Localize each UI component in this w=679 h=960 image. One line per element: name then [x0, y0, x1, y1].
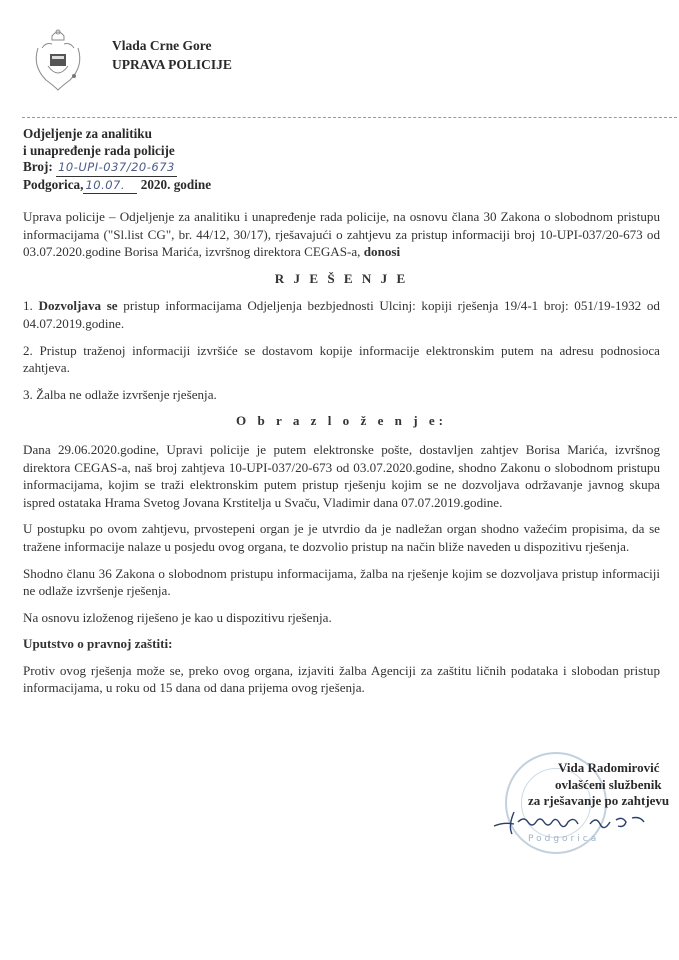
signatory-name: Vida Radomirović	[558, 760, 660, 775]
legal-remedy-title: Uputstvo o pravnoj zaštiti:	[23, 636, 173, 652]
decision-item-3	[23, 386, 660, 404]
item-text: pristup informacijama Odjeljenja bezbjednosti Ulcinj: kopiji rješenja 19/4-1 broj: 051/19-1932 od 04.07.2019.godine.	[23, 298, 660, 331]
decision-item-2	[23, 342, 660, 377]
place-date	[23, 177, 211, 195]
signatory-role-1: ovlašćeni službenik	[555, 776, 662, 792]
place-label: Podgorica,	[23, 176, 84, 192]
intro-text: Uprava policije – Odjeljenje za analitiku i unapređenje rada policije, na osnovu člana 30 Zakona o slobodnom pristupu informacijama ("Sl.list CG", br. 44/12, 30/17), rješavajući o zahtjevu za pristup informaciji broj 10-UPI-037/20-673 od 03.07.2020.godine Borisa Marića, izvršnog direktora CEGAS-a,	[23, 209, 660, 260]
reference-number	[23, 159, 211, 177]
legal-remedy-text: Protiv ovog rješenja može se, preko ovog organa, izjaviti žalba Agenciji za zaštitu ličnih podataka i slobodan pristup informacijama, u roku od 15 dana od dana prijema ovog rješenja.	[23, 662, 660, 696]
agency-name: UPRAVA POLICIJE	[112, 57, 232, 72]
year-text: 2020. godine	[140, 176, 212, 192]
department-line-2: i unapređenje rada policije	[23, 142, 175, 158]
reasoning-paragraph-1: Dana 29.06.2020.godine, Upravi policije je putem elektronske pošte, dostavljen zahtjev Borisa Marića, izvršnog direktora CEGAS-a, naš broj zahtjeva 10-UPI-037/20-673 od 03.07.2020.godine, shodno Zakonu o slobodnom pristupu informacijama, kojim se traži elektronskim putem pristup rješenju kojim se ne dozvoljava održavanje javnog skupa ispred ostataka Hrama Svetog Jovana Krstitelja u Svaču, Vladimir dana 07.07.2019.godine.	[23, 441, 660, 510]
item-text: Pristup traženoj informaciji izvršiće se dostavom kopije informacije elektronskim putem na adresu podnosioca zahtjeva.	[23, 342, 660, 376]
header-divider	[22, 117, 679, 118]
item-bold: Dozvoljava se	[38, 298, 118, 314]
reasoning-title: O b r a z l o ž e n j e:	[235, 413, 448, 429]
reasoning-paragraph-2: U postupku po ovom zahtjevu, prvostepeni organ je je utvrdio da je nadležan organ shodno važećim propisima, da se tražene informacije nalaze u posjedu ovog organa, te dozvolio pristup na način bliže naveden u dispozitivu rješenja.	[23, 521, 660, 554]
item-number: 1.	[23, 298, 33, 314]
decision-title: R J E Š E N J E	[274, 270, 409, 286]
reasoning-paragraph-3: Shodno članu 36 Zakona o slobodnom pristupu informacijama, žalba na rješenje kojim se dozvoljava pristup informaciji ne odlaže izvršenje rješenja.	[23, 565, 660, 599]
handwritten-signature-icon	[492, 808, 652, 838]
intro-bold-end: donosi	[363, 244, 401, 260]
handwritten-number: 10-UPI-037/20-673	[56, 159, 177, 177]
department-line-1: Odjeljenje za analitiku	[23, 126, 152, 141]
montenegro-coat-of-arms-icon	[28, 26, 88, 92]
item-text: Žalba ne odlaže izvršenje rješenja.	[32, 386, 217, 402]
document-meta	[23, 126, 211, 194]
document-body	[23, 208, 660, 706]
item-number: 3.	[23, 386, 33, 402]
government-name: Vlada Crne Gore	[112, 38, 212, 53]
signature-block	[528, 760, 679, 810]
item-number: 2.	[23, 342, 33, 358]
intro-paragraph	[23, 208, 660, 261]
letterhead	[112, 36, 232, 74]
signatory-role-2: za rješavanje po zahtjevu	[528, 793, 670, 808]
decision-item-1	[23, 297, 660, 332]
number-label: Broj:	[23, 159, 53, 175]
handwritten-date: 10.07.	[83, 177, 137, 195]
stamp-text: Podgorica	[528, 834, 600, 844]
reasoning-paragraph-4: Na osnovu izloženog riješeno je kao u dispozitivu rješenja.	[23, 609, 332, 625]
